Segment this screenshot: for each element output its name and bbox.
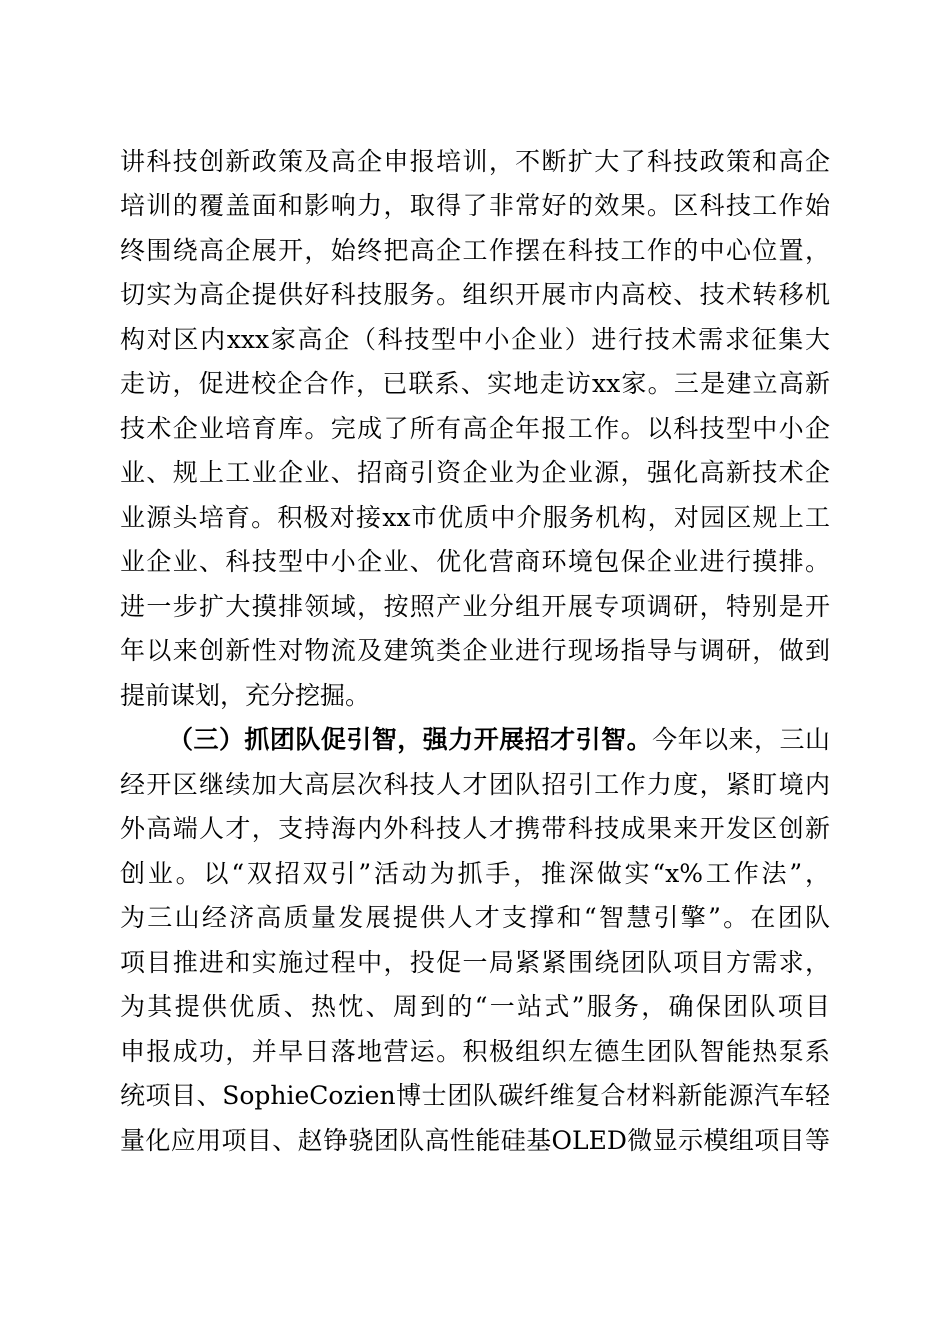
text-line: 年以来创新性对物流及建筑类企业进行现场指导与调研，做到 (120, 636, 830, 665)
text-line: 业、规上工业企业、招商引资企业为企业源，强化高新技术企 (120, 458, 830, 487)
text-span: 今年以来，三山 (652, 725, 830, 754)
text-line: 为其提供优质、热忱、周到的“一站式”服务，确保团队项目 (120, 992, 830, 1021)
text-line: 切实为高企提供好科技服务。组织开展市内高校、技术转移机 (120, 280, 830, 309)
text-line: 培训的覆盖面和影响力，取得了非常好的效果。区科技工作始 (120, 191, 830, 220)
text-line: 终围绕高企展开，始终把高企工作摆在科技工作的中心位置， (120, 236, 830, 265)
section-heading: （三）抓团队促引智，强力开展招才引智。 (168, 725, 653, 754)
text-line: 走访，促进校企合作，已联系、实地走访xx家。三是建立高新 (120, 369, 830, 398)
text-line: 讲科技创新政策及高企申报培训，不断扩大了科技政策和高企 (120, 147, 830, 176)
text-line: 提前谋划，充分挖掘。 (120, 681, 371, 710)
text-line: 外高端人才，支持海内外科技人才携带科技成果来开发区创新 (120, 814, 830, 843)
text-line: 申报成功，并早日落地营运。积极组织左德生团队智能热泵系 (120, 1037, 830, 1066)
text-line: 构对区内xxx家高企（科技型中小企业）进行技术需求征集大 (120, 325, 830, 354)
text-line: 为三山经济高质量发展提供人才支撑和“智慧引擎”。在团队 (120, 903, 830, 932)
text-line: 统项目、SophieCozien博士团队碳纤维复合材料新能源汽车轻 (120, 1081, 830, 1110)
text-line: 量化应用项目、赵铮骁团队高性能硅基OLED微显示模组项目等 (120, 1126, 830, 1155)
text-line: 技术企业培育库。完成了所有高企年报工作。以科技型中小企 (120, 414, 830, 443)
text-line: 业源头培育。积极对接xx市优质中介服务机构，对园区规上工 (120, 503, 830, 532)
paragraph-first-line (168, 718, 830, 762)
text-line: 项目推进和实施过程中，投促一局紧紧围绕团队项目方需求， (120, 948, 830, 977)
text-line: 创业。以“双招双引”活动为抓手，推深做实“x%工作法”， (120, 859, 830, 888)
text-line: 业企业、科技型中小企业、优化营商环境包保企业进行摸排。 (120, 547, 830, 576)
text-line: 经开区继续加大高层次科技人才团队招引工作力度，紧盯境内 (120, 770, 830, 799)
text-line: 进一步扩大摸排领域，按照产业分组开展专项调研，特别是开 (120, 592, 830, 621)
